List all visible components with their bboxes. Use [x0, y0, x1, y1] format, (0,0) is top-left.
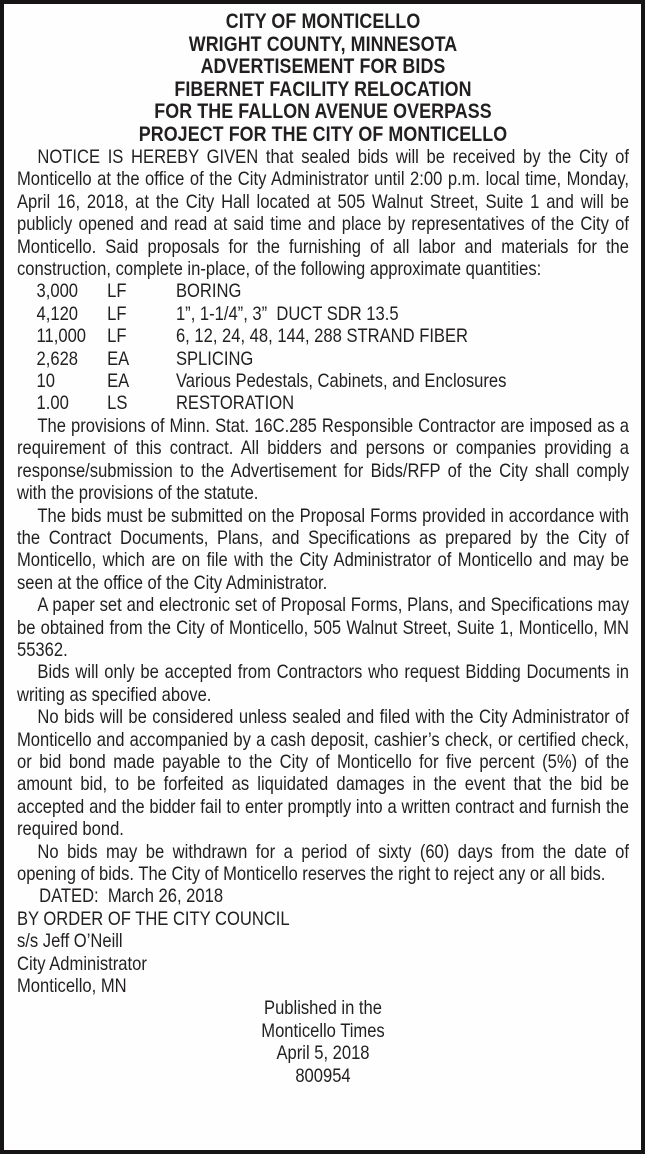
by-order-line: BY ORDER OF THE CITY COUNCIL [17, 907, 290, 930]
signature-line: s/s Jeff O’Neill [17, 930, 123, 953]
quantity-unit: EA [107, 347, 130, 370]
notice-number-line: 800954 [295, 1064, 351, 1087]
quantity-row [37, 348, 629, 370]
notice-body [17, 146, 629, 1087]
published-in-line: Published in the [264, 997, 382, 1020]
quantity-unit: LF [107, 325, 127, 348]
paragraph-paper-set: A paper set and electronic set of Proposal Forms, Plans, and Specifications may be obtained from the City of Monticello, 505 Walnut Street, Suite 1, Monticello, MN 55362. [17, 594, 629, 661]
quantity-row [37, 303, 629, 325]
quantities-table [17, 280, 629, 414]
notice-title-line-advertisement: ADVERTISEMENT FOR BIDS [200, 55, 446, 78]
quantity-value: 10 [36, 370, 55, 393]
notice-title-line-project-city: PROJECT FOR THE CITY OF MONTICELLO [138, 122, 508, 146]
paragraph-notice-given: NOTICE IS HEREBY GIVEN that sealed bids will be received by the City of Monticello at the office of the City Administrator until 2:00 p.m. local time, Monday, April 16, 2018, at the City Hall located at 505 Walnut Street, Suite 1 and will be publicly opened and read at said time and place by representatives of the City of Monticello. Said proposals for the furnishing of all labor and materials for the construction, complete in-place, of the following approximate quantities: [17, 146, 629, 281]
quantity-value: 4,120 [36, 302, 79, 325]
quantity-description: 6, 12, 24, 48, 144, 288 STRAND FIBER [175, 325, 469, 348]
paragraph-bid-bond: No bids will be considered unless sealed and filed with the City Administrator of Monticello and accompanied by a cash deposit, cashier’s check, or certified check, or bid bond made payable to the City of Monticello for five percent (5%) of the amount bid, to be forfeited as liquidated damages in the event that the bid be accepted and the bidder fail to enter promptly into a written contract and furnish the required bond. [17, 706, 629, 841]
quantity-description: RESTORATION [175, 392, 295, 415]
notice-title-line-county: WRIGHT COUNTY, MINNESOTA [188, 32, 458, 56]
publication-date-line: April 5, 2018 [276, 1042, 370, 1065]
notice-title-line-project-name: FIBERNET FACILITY RELOCATION [174, 77, 472, 101]
paragraph-bidding-documents: Bids will only be accepted from Contractors who request Bidding Documents in writing as specified above. [17, 661, 629, 706]
quantity-row [37, 370, 629, 392]
signer-title-line: City Administrator [17, 952, 147, 975]
quantity-unit: LF [107, 280, 127, 303]
quantity-description: SPLICING [175, 347, 254, 370]
quantity-value: 1.00 [36, 392, 69, 415]
quantity-row [37, 325, 629, 347]
dated-line: DATED: March 26, 2018 [39, 885, 224, 908]
notice-title-line-overpass: FOR THE FALLON AVENUE OVERPASS [154, 100, 492, 123]
quantity-value: 3,000 [36, 280, 79, 303]
quantity-unit: EA [107, 370, 130, 393]
notice-content [17, 11, 629, 1087]
paragraph-responsible-contractor: The provisions of Minn. Stat. 16C.285 Responsible Contractor are imposed as a requirement of this contract. All bidders and persons or companies providing a response/submission to the Advertisement for Bids/RFP of the City shall comply with the provisions of the statute. [17, 414, 629, 505]
quantity-value: 11,000 [36, 325, 87, 348]
quantity-description: Various Pedestals, Cabinets, and Enclosures [175, 370, 507, 393]
quantity-description: BORING [175, 280, 242, 303]
paragraph-withdrawal: No bids may be withdrawn for a period of sixty (60) days from the date of opening of bids. The City of Monticello reserves the right to reject any or all bids. [17, 840, 629, 885]
quantity-value: 2,628 [36, 347, 79, 370]
notice-header [17, 11, 629, 146]
quantity-row [37, 392, 629, 414]
closing-block [17, 885, 629, 997]
signer-city-line: Monticello, MN [17, 975, 127, 998]
quantity-unit: LS [107, 392, 128, 415]
paragraph-proposal-forms: The bids must be submitted on the Proposal Forms provided in accordance with the Contract Documents, Plans, and Specifications as prepared by the City of Monticello, which are on file with the City Administrator of Monticello and may be seen at the office of the City Administrator. [17, 504, 629, 594]
quantity-description: 1”, 1-1/4”, 3” DUCT SDR 13.5 [175, 302, 399, 325]
quantity-row [37, 280, 629, 302]
notice-title-line-city: CITY OF MONTICELLO [225, 10, 421, 33]
publication-footer [17, 997, 629, 1087]
publication-name-line: Monticello Times [261, 1019, 385, 1042]
quantity-unit: LF [107, 302, 127, 325]
